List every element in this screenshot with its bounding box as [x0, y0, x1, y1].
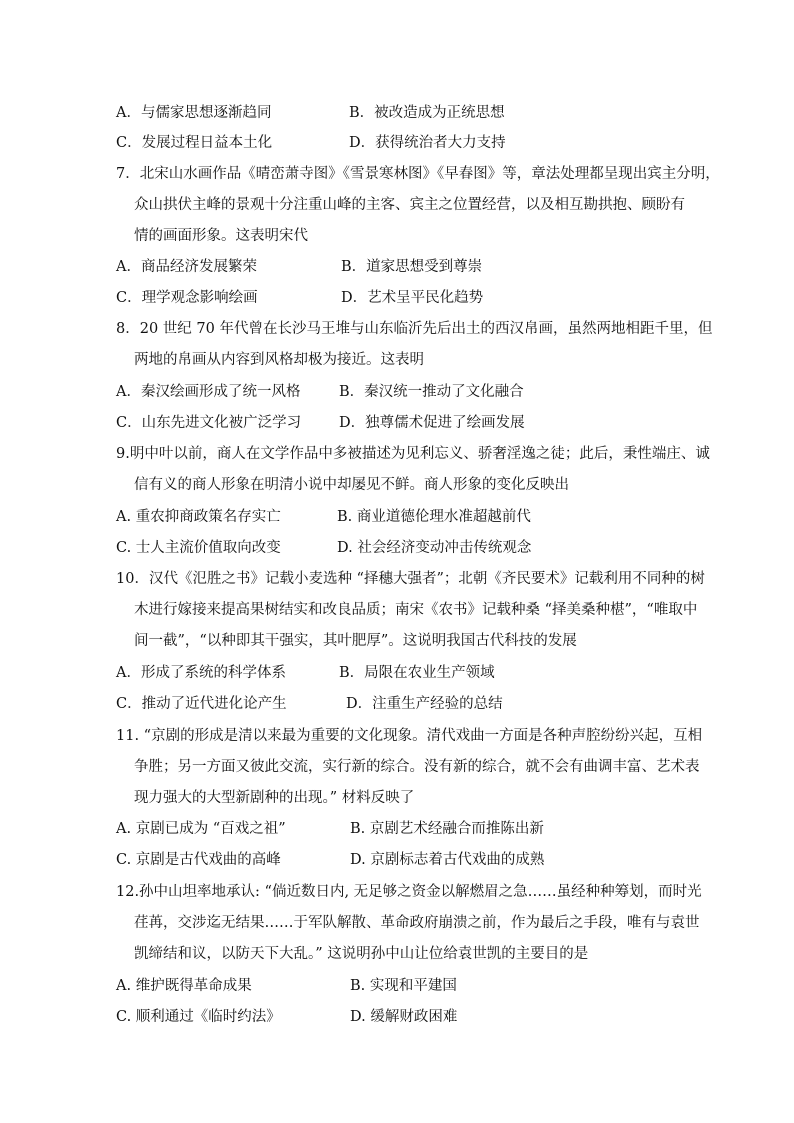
q12-option-d: D. 缓解财政困难: [350, 1009, 458, 1025]
q7-option-a: A．商品经济发展繁荣: [116, 259, 257, 275]
q8-option-d: D．独尊儒术促进了绘画发展: [339, 415, 525, 431]
q11-stem-line-3: 现力强大的大型新剧种的出现。” 材料反映了: [134, 790, 415, 806]
q8-stem-line-2: 两地的帛画从内容到风格却极为接近。这表明: [134, 352, 424, 368]
q11-stem-line-1: 11. “京剧的形成是清以来最为重要的文化现象。清代戏曲一方面是各种声腔纷纷兴起，互相: [116, 728, 703, 744]
q8-stem-line-1: 8．20 世纪 70 年代曾在长沙马王堆与山东临沂先后出土的西汉帛画，虽然两地相距千里，但: [116, 321, 713, 337]
q12-option-c: C. 顺利通过《临时约法》: [116, 1009, 281, 1025]
q9-stem-line-2: 信有义的商人形象在明清小说中却屡见不鲜。商人形象的变化反映出: [134, 477, 569, 493]
q8-option-c: C．山东先进文化被广泛学习: [116, 415, 302, 431]
q8-option-a: A．秦汉绘画形成了统一风格: [116, 384, 301, 400]
q9-option-d: D. 社会经济变动冲击传统观念: [337, 540, 532, 556]
q9-option-a: A. 重农抑商政策名存实亡: [116, 509, 281, 525]
q11-option-c: C. 京剧是古代戏曲的高峰: [116, 852, 281, 868]
q6-option-b: B．被改造成为正统思想: [349, 105, 505, 121]
q12-stem-line-2: 荏苒，交涉迄无结果……于军队解散、革命政府崩溃之前，作为最后之手段，唯有与袁世: [134, 915, 700, 931]
q11-option-d: D. 京剧标志着古代戏曲的成熟: [350, 852, 545, 868]
q8-option-b: B．秦汉统一推动了文化融合: [339, 384, 524, 400]
q7-option-b: B．道家思想受到尊崇: [341, 259, 483, 275]
q9-stem-line-1: 9.明中叶以前，商人在文学作品中多被描述为见利忘义、骄奢淫逸之徒；此后，秉性端庄、诚: [116, 446, 710, 462]
q12-option-a: A. 维护既得革命成果: [116, 978, 252, 994]
q10-stem-line-2: 木进行嫁接来提高果树结实和改良品质；南宋《农书》记载种桑 “择美桑种椹”，“唯取中: [134, 602, 698, 618]
q9-option-b: B. 商业道德伦理水准超越前代: [337, 509, 531, 525]
q9-option-c: C. 士人主流价值取向改变: [116, 540, 281, 556]
q7-option-c: C．理学观念影响绘画: [116, 290, 258, 306]
q6-option-d: D．获得统治者大力支持: [349, 135, 506, 151]
q11-option-a: A. 京剧已成为 “百戏之祖”: [116, 821, 286, 837]
q10-option-a: A．形成了系统的科学体系: [116, 665, 286, 681]
q12-stem-line-3: 凯缔结和议，以防天下大乱。” 这说明孙中山让位给袁世凯的主要目的是: [134, 946, 589, 962]
q11-option-b: B. 京剧艺术经融合而推陈出新: [350, 821, 544, 837]
q10-stem-line-1: 10．汉代《氾胜之书》记载小麦选种 “择穗大强者”；北朝《齐民要术》记载利用不同种的树: [116, 571, 705, 587]
q12-stem-line-1: 12.孙中山坦率地承认: “倘近数日内, 无足够之资金以解燃眉之急……虽经种种筹划，而时光: [116, 884, 702, 900]
q10-option-c: C．推动了近代进化论产生: [116, 696, 287, 712]
q11-stem-line-2: 争胜；另一方面又彼此交流，实行新的综合。没有新的综合，就不会有曲调丰富、艺术表: [134, 759, 700, 775]
q7-option-d: D．艺术呈平民化趋势: [341, 290, 484, 306]
q10-option-b: B．局限在农业生产领域: [339, 665, 495, 681]
q6-option-a: A．与儒家思想逐渐趋同: [116, 105, 272, 121]
q7-stem-line-2: 众山拱伏主峰的景观十分注重山峰的主客、宾主之位置经营，以及相互勘拱抱、顾盼有: [134, 197, 685, 213]
q7-stem-line-1: 7．北宋山水画作品《晴峦萧寺图》《雪景寒林图》《早春图》等，章法处理都呈现出宾主分明，: [116, 166, 720, 182]
q6-option-c: C．发展过程日益本土化: [116, 135, 273, 151]
q7-stem-line-3: 情的画面形象。这表明宋代: [134, 228, 308, 244]
q10-stem-line-3: 间一截”，“以种即其干强实，其叶肥厚”。这说明我国古代科技的发展: [134, 633, 577, 649]
q10-option-d: D．注重生产经验的总结: [346, 696, 503, 712]
q12-option-b: B. 实现和平建国: [350, 978, 457, 994]
